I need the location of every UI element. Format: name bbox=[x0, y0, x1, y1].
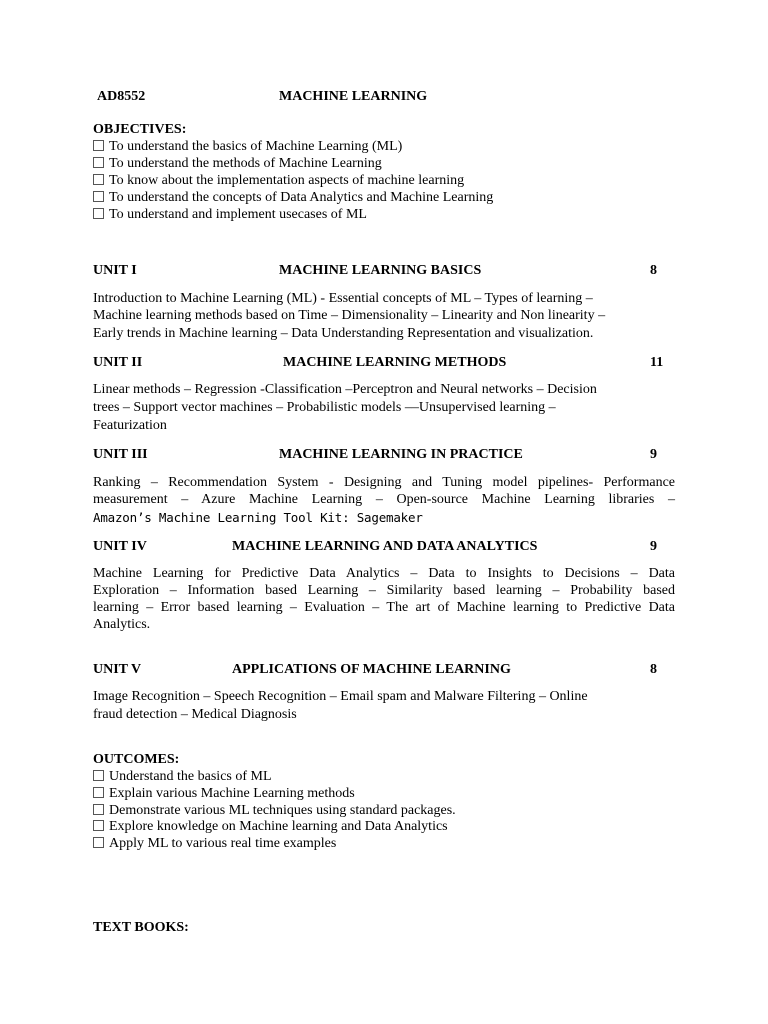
unit-1-label: UNIT I bbox=[93, 263, 137, 278]
unit-4-line: Analytics. bbox=[93, 617, 151, 632]
objective-item: To understand the basics of Machine Learning (ML) bbox=[93, 138, 402, 155]
objective-item: To understand the concepts of Data Analytics and Machine Learning bbox=[93, 189, 493, 206]
unit-1-line: Machine learning methods based on Time – Dimensionality – Linearity and Non linearity – bbox=[93, 308, 606, 323]
bullet-box-icon bbox=[93, 208, 104, 219]
unit-3-line: measurement – Azure Machine Learning – Open-source Machine Learning libraries – bbox=[93, 492, 675, 507]
unit-5-line: Image Recognition – Speech Recognition – Email spam and Malware Filtering – Online bbox=[93, 689, 588, 704]
unit-2-line: trees – Support vector machines – Probabilistic models ––Unsupervised learning – bbox=[93, 400, 556, 415]
unit-3-line: Ranking – Recommendation System - Designing and Tuning model pipelines- Performance bbox=[93, 475, 675, 490]
bullet-box-icon bbox=[93, 804, 104, 815]
outcome-item: Explain various Machine Learning methods bbox=[93, 785, 355, 802]
bullet-box-icon bbox=[93, 140, 104, 151]
unit-5-title: APPLICATIONS OF MACHINE LEARNING bbox=[232, 662, 511, 677]
unit-4-line: Machine Learning for Predictive Data Analytics – Data to Insights to Decisions – Data bbox=[93, 566, 675, 581]
unit-1-hours: 8 bbox=[650, 263, 657, 278]
outcome-item: Apply ML to various real time examples bbox=[93, 835, 336, 852]
outcomes-heading: OUTCOMES: bbox=[93, 752, 180, 767]
bullet-box-icon bbox=[93, 157, 104, 168]
bullet-box-icon bbox=[93, 837, 104, 848]
unit-4-line: Exploration – Information based Learning – Similarity based learning – Probability based bbox=[93, 583, 675, 598]
outcome-item: Understand the basics of ML bbox=[93, 768, 272, 785]
bullet-box-icon bbox=[93, 174, 104, 185]
unit-5-line: fraud detection – Medical Diagnosis bbox=[93, 707, 297, 722]
course-title: MACHINE LEARNING bbox=[279, 89, 428, 104]
outcome-item: Demonstrate various ML techniques using standard packages. bbox=[93, 802, 456, 819]
unit-1-title: MACHINE LEARNING BASICS bbox=[279, 263, 482, 278]
course-code: AD8552 bbox=[97, 89, 146, 104]
bullet-box-icon bbox=[93, 770, 104, 781]
unit-4-title: MACHINE LEARNING AND DATA ANALYTICS bbox=[232, 539, 538, 554]
unit-3-title: MACHINE LEARNING IN PRACTICE bbox=[279, 447, 523, 462]
unit-4-label: UNIT IV bbox=[93, 539, 147, 554]
unit-2-label: UNIT II bbox=[93, 355, 143, 370]
objective-item: To understand and implement usecases of ML bbox=[93, 206, 367, 223]
unit-2-line: Featurization bbox=[93, 418, 167, 433]
bullet-box-icon bbox=[93, 820, 104, 831]
outcome-item: Explore knowledge on Machine learning and Data Analytics bbox=[93, 818, 448, 835]
unit-3-hours: 9 bbox=[650, 447, 657, 462]
unit-4-hours: 9 bbox=[650, 539, 657, 554]
unit-2-line: Linear methods – Regression -Classification –Perceptron and Neural networks – Decision bbox=[93, 382, 597, 397]
textbooks-heading: TEXT BOOKS: bbox=[93, 920, 189, 935]
objective-item: To understand the methods of Machine Learning bbox=[93, 155, 382, 172]
unit-1-line: Introduction to Machine Learning (ML) - Essential concepts of ML – Types of learning – bbox=[93, 291, 593, 306]
unit-3-label: UNIT III bbox=[93, 447, 148, 462]
objectives-heading: OBJECTIVES: bbox=[93, 122, 187, 137]
unit-4-line: learning – Error based learning – Evaluation – The art of Machine learning to Predictive Data bbox=[93, 600, 675, 615]
unit-5-hours: 8 bbox=[650, 662, 657, 677]
unit-3-line: Amazon’s Machine Learning Tool Kit: Sagemaker bbox=[93, 510, 423, 525]
unit-2-title: MACHINE LEARNING METHODS bbox=[283, 355, 507, 370]
bullet-box-icon bbox=[93, 787, 104, 798]
unit-1-line: Early trends in Machine learning – Data Understanding Representation and visualization. bbox=[93, 326, 594, 341]
unit-2-hours: 11 bbox=[650, 355, 664, 370]
objective-item: To know about the implementation aspects of machine learning bbox=[93, 172, 464, 189]
unit-5-label: UNIT V bbox=[93, 662, 142, 677]
bullet-box-icon bbox=[93, 191, 104, 202]
